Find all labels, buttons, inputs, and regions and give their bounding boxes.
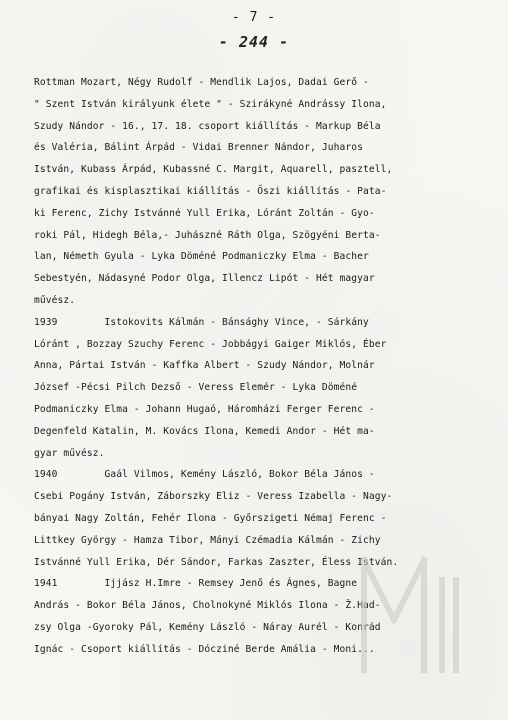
text-line: Anna, Pártai István - Kaffka Albert - Szudy Nándor, Molnár <box>34 360 375 372</box>
text-line: Szudy Nándor - 16., 17. 18. csoport kiállítás - Markup Béla <box>34 120 381 132</box>
text-line: Istvánné Yull Erika, Dér Sándor, Farkas Zaszter, Éless István. <box>34 556 399 568</box>
archive-number: - 244 - <box>218 33 290 51</box>
text-line: bányai Nagy Zoltán, Fehér Ilona - Győrszigeti Némaj Ferenc - <box>34 512 387 524</box>
text-line: Rottman Mozart, Négy Rudolf - Mendlik Lajos, Dadai Gerő - <box>34 77 369 88</box>
text-line: Littkey György - Hamza Tibor, Mányi Czémadia Kálmán - Zichy <box>34 534 381 546</box>
text-line: művész. <box>34 294 76 306</box>
text-line: István, Kubass Árpád, Kubassné C. Margit, Aquarell, pasztell, <box>34 164 393 176</box>
text-line: roki Pál, Hidegh Béla,- Juhászné Ráth Olga, Szögyéni Berta- <box>34 229 381 241</box>
archive-watermark-logo <box>354 540 464 680</box>
text-line: Podmaniczky Elma - Johann Hugaó, Háromházi Ferger Ferenc - <box>34 403 375 415</box>
text-line-1940: 1940 Gaál Vilmos, Kemény László, Bokor Béla János - <box>34 469 375 481</box>
text-line: lan, Németh Gyula - Lyka Döméné Podmaniczky Elma - Bacher <box>34 251 369 263</box>
text-line: Lóránt , Bozzay Szuchy Ferenc - Jobbágyi Gaiger Miklós, Éber <box>34 338 387 350</box>
text-line-1941: 1941 Ijjász H.Imre - Remsey Jenő és Ágnes, Bagne <box>34 578 358 590</box>
text-line: Sebestyén, Nádasyné Podor Olga, Illencz Lipót - Hét magyar <box>34 273 375 285</box>
text-line: ki Ferenc, Zichy Istvánné Yull Erika, Lóránt Zoltán - Gyo- <box>34 207 375 219</box>
text-line: gyar művész. <box>34 447 105 459</box>
text-line: Ignác - Csoport kiállítás - Dócziné Berde Amália - Moni... <box>34 643 375 655</box>
text-line-1939: 1939 Istokovits Kálmán - Bánsághy Vince, - Sárkány <box>34 316 369 328</box>
text-line: és Valéria, Bálint Árpád - Vidai Brenner Nándor, Juharos <box>34 142 364 154</box>
page-number: - 7 - <box>231 10 277 25</box>
text-line: József -Pécsi Pilch Dezső - Veress Elemér - Lyka Döméné <box>34 382 358 394</box>
text-line: " Szent István királyunk élete " - Szirákyné Andrássy Ilona, <box>34 98 387 110</box>
text-line: András - Bokor Béla János, Cholnokyné Miklós Ilona - Ž.Had- <box>34 600 381 612</box>
text-line: Csebi Pogány István, Záborszky Eliz - Veress Izabella - Nagy- <box>34 491 393 503</box>
text-line: Degenfeld Katalin, M. Kovács Ilona, Kemedi Andor - Hét ma- <box>34 425 375 437</box>
text-line: grafikai és kisplasztikai kiállítás - Őszi kiállítás - Pata- <box>34 185 387 197</box>
text-line: zsy Olga -Gyoroky Pál, Kemény László - Náray Aurél - Konrád <box>34 621 381 633</box>
